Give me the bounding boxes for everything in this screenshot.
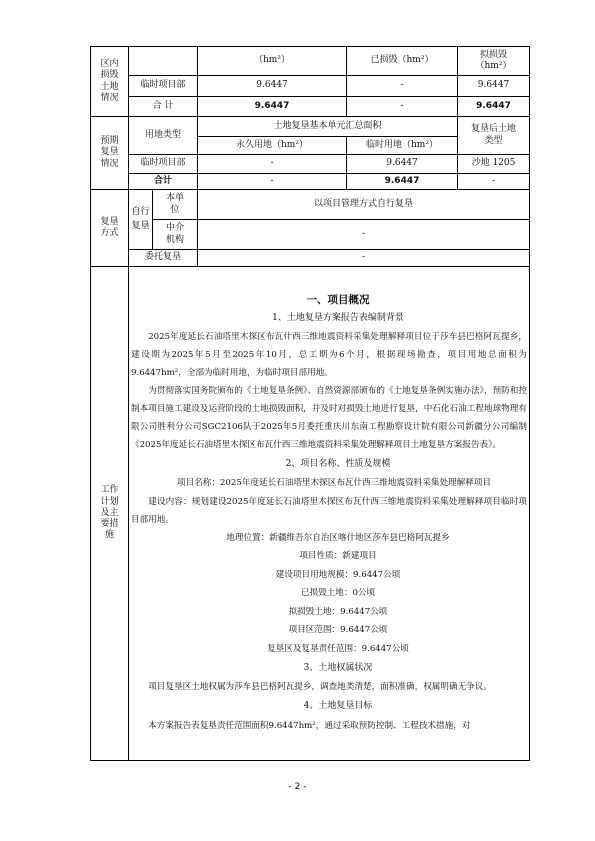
forecast-perm-value: - <box>198 155 347 174</box>
agency-label: 中介 机构 <box>153 220 198 250</box>
after-type-header: 复垦后土地 类型 <box>458 117 530 155</box>
damaged-value: - <box>347 76 458 97</box>
blank-cell <box>129 47 198 76</box>
total-planned: 9.6447 <box>458 97 530 117</box>
nature-line: 项目性质：新建项目 <box>299 551 377 562</box>
paragraph: 本方案报告表复垦责任范围面积9.6447hm²，通过采取预防控制、工程技术措施，对 <box>148 720 471 731</box>
subsection-heading: 2、项目名称、性质及规模 <box>285 458 391 469</box>
total-value: 9.6447 <box>198 97 347 117</box>
agency-value: - <box>198 220 530 250</box>
reclamation-table <box>90 46 530 761</box>
planned-line: 拟损毁土地：9.6447公顷 <box>288 606 388 617</box>
project-name-line: 项目名称：2025年度延长石油塔里木探区布瓦什西三维地震资料采集处理解释项目 <box>176 478 492 489</box>
self-reclaim-label: 自行 复垦 <box>129 190 153 250</box>
damaged-line: 已损毁土地：0公顷 <box>300 588 376 599</box>
forecast-temp-dept: 临时项目部 <box>129 155 198 174</box>
region-damage-label: 区内 损毁 土地 情况 <box>91 47 129 117</box>
this-unit-label: 本单 位 <box>153 190 198 220</box>
temp-dept-value: 9.6447 <box>198 76 347 97</box>
temp-land-header: 临时用地（hm²） <box>347 137 458 155</box>
total-label: 合 计 <box>129 97 198 117</box>
planned-value: 9.6447 <box>458 76 530 97</box>
forecast-label: 预期 复垦 情况 <box>91 117 129 190</box>
subsection-heading: 1、土地复垦方案报告表编制背景 <box>272 312 404 323</box>
forecast-total-after: - <box>458 174 530 190</box>
self-reclaim-text: 以项目管理方式自行复垦 <box>198 190 530 220</box>
scale-line: 建设项目用地规模：9.6447公顷 <box>275 569 401 580</box>
section-heading: 一、项目概况 <box>306 294 370 307</box>
range-line: 项目区范围：9.6447公顷 <box>288 625 388 636</box>
entrust-value: - <box>198 250 530 267</box>
forecast-after-type: 沙地 1205 <box>458 155 530 174</box>
entrust-label: 委托复垦 <box>129 250 198 267</box>
planned-header: 拟损毁 （hm²） <box>458 47 530 76</box>
forecast-temp-value: 9.6447 <box>347 155 458 174</box>
damaged-header: 已损毁（hm²） <box>347 47 458 76</box>
forecast-total-temp: 9.6447 <box>347 174 458 190</box>
total-damaged: - <box>347 97 458 117</box>
unit-cell: （hm²） <box>198 47 347 76</box>
responsibility-line: 复垦区及复垦责任范围：9.6447公顷 <box>267 643 409 654</box>
subsection-heading: 3、土地权属状况 <box>303 663 373 674</box>
forecast-total-perm: - <box>198 174 347 190</box>
paragraph: 项目复垦区土地权属为莎车县巴格阿瓦提乡，调查地类清楚，面积准确，权属明确无争议。 <box>148 682 492 693</box>
forecast-total-label: 合计 <box>129 174 198 190</box>
temp-dept-label: 临时项目部 <box>129 76 198 97</box>
summary-header: 土地复垦基本单元汇总面积 <box>198 117 458 137</box>
land-type-label: 用地类型 <box>129 117 198 155</box>
perm-land-header: 永久用地（hm²） <box>198 137 347 155</box>
location-line: 地理位置：新疆维吾尔自治区喀什地区莎车县巴格阿瓦提乡 <box>226 532 450 543</box>
work-plan-label: 工作 计划 及主 要措 施 <box>91 267 129 761</box>
subsection-heading: 4、土地复垦目标 <box>303 701 373 712</box>
work-plan-content <box>129 267 530 761</box>
method-label: 复垦 方式 <box>91 190 129 267</box>
page-number: - 2 - <box>288 782 307 792</box>
paragraph: 建设内容：规划建设2025年度延长石油塔里木探区布瓦什西三维地震资料采集处理解释项目临时项目部用地。 <box>131 496 527 525</box>
paragraph: 2025年度延长石油塔里木探区布瓦什西三维地震资料采集处理解释项目位于莎车县巴格阿瓦提乡，建设期为2025年5月至2025年10月，总工期为6个月，根据现场勘查，项目用地总面积为9.6447hm²，全部为临时用地，为临时项目部用地。 <box>131 331 527 378</box>
paragraph: 为贯彻落实国务院颁布的《土地复垦条例》、自然资源部颁布的《土地复垦条例实施办法》，预防和控制本项目施工建设及运营阶段的土地损毁面积，并及时对损毁土地进行复垦，中石化石油工程地球物理有限公司胜利分公司SGC2106队于2025年5月委托重庆川东南工程勘察设计院有限公司新疆分公司编制《2025年度延长石油塔里木探区布瓦什西三维地震资料采集处理解释项目土地复垦方案报告表》。 <box>131 385 527 450</box>
